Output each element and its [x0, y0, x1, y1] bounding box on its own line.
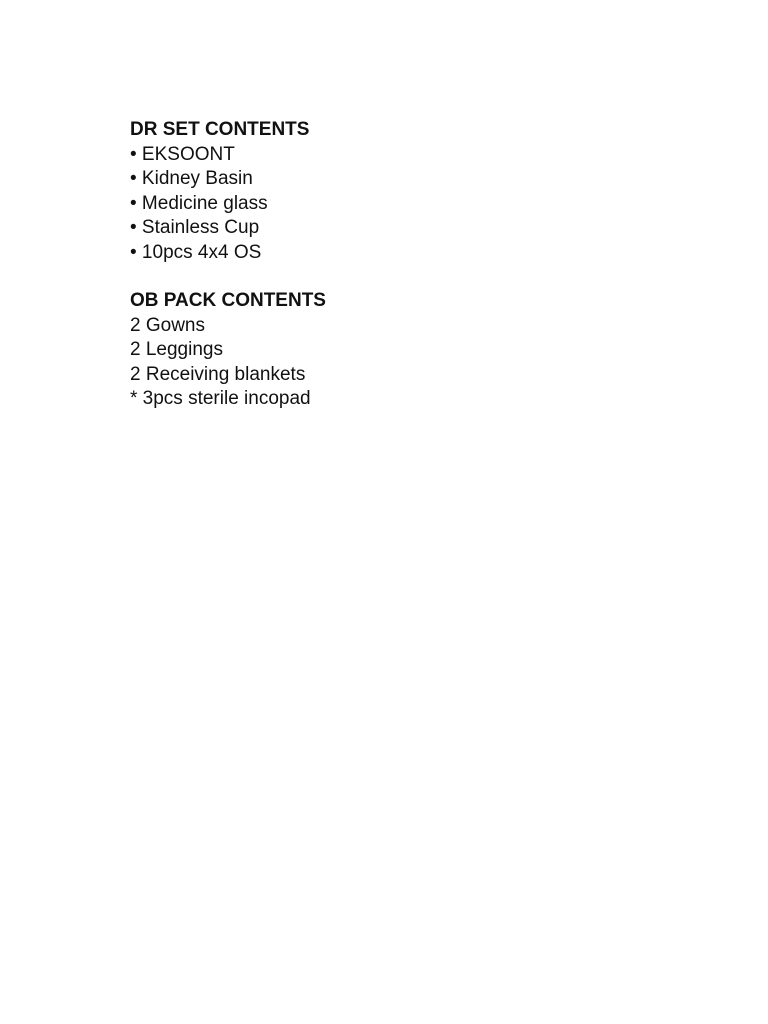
section-title: OB PACK CONTENTS	[130, 290, 326, 311]
section-title: DR SET CONTENTS	[130, 119, 310, 140]
list-item: 2 Receiving blankets	[130, 363, 306, 385]
document-page	[130, 118, 690, 412]
ob-pack-section	[130, 289, 690, 412]
item-list	[130, 143, 690, 266]
list-item: 2 Gowns	[130, 314, 205, 336]
list-item: • Stainless Cup	[130, 217, 260, 238]
list-item: • Medicine glass	[130, 192, 268, 214]
list-item: • EKSOONT	[130, 143, 235, 165]
list-item: • Kidney Basin	[130, 168, 253, 189]
list-item: * 3pcs sterile incopad	[130, 388, 311, 409]
list-item: • 10pcs 4x4 OS	[130, 241, 262, 263]
item-list	[130, 314, 690, 412]
dr-set-section	[130, 118, 690, 265]
list-item: 2 Leggings	[130, 339, 223, 360]
